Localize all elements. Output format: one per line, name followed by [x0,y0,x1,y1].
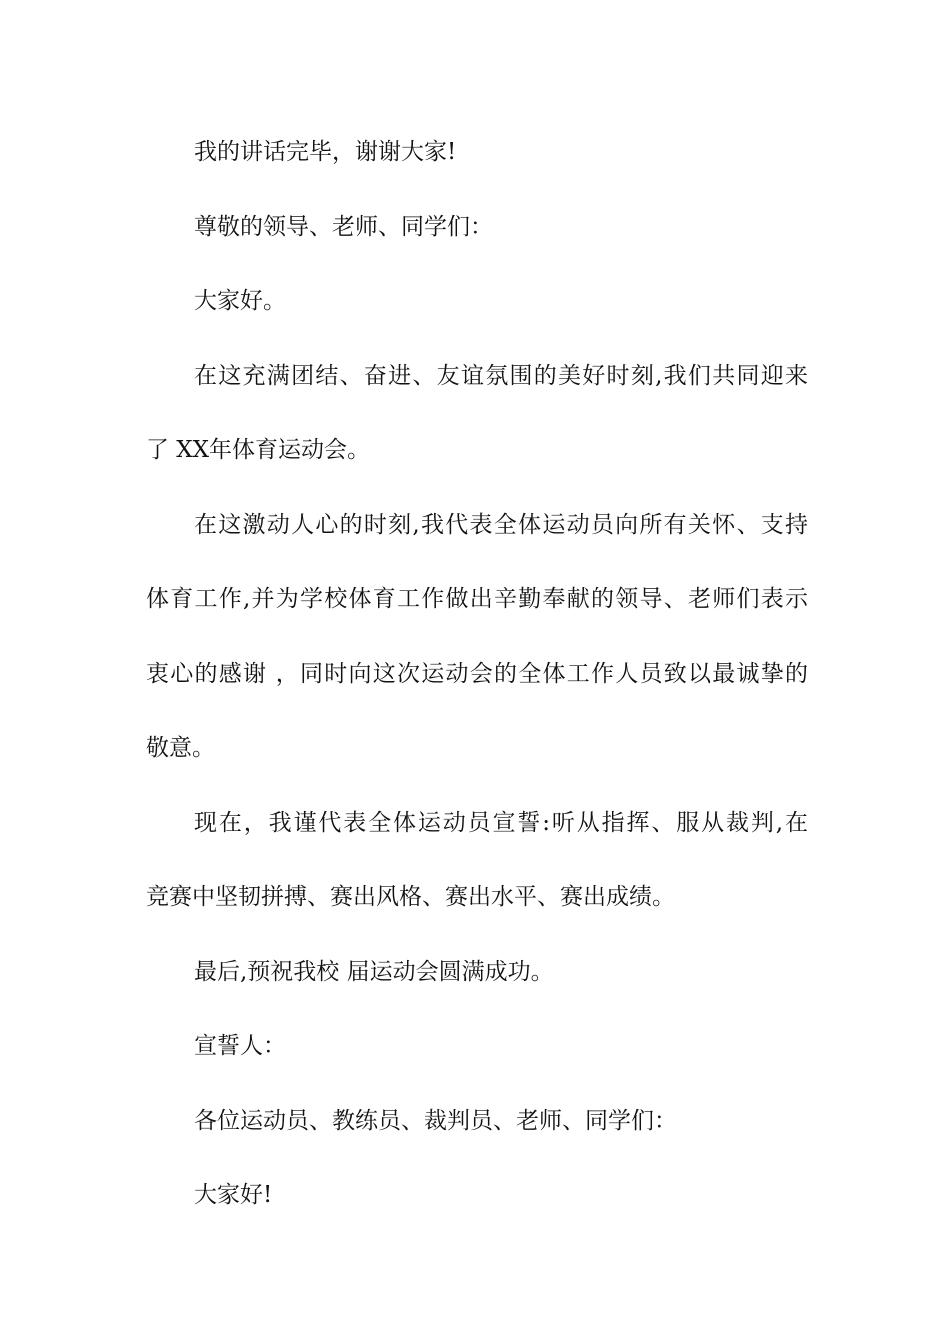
greeting: 大家好。 [194,288,286,314]
salutation: 尊敬的领导、老师、同学们： [194,214,493,240]
paragraph-thanks-line-2: 体育工作,并为学校体育工作做出辛勤奉献的领导、老师们表示 [146,586,808,612]
paragraph-wishes: 最后,预祝我校 届运动会圆满成功。 [194,959,554,985]
closing-remark: 我的讲话完毕，谢谢大家! [194,139,457,165]
paragraph-thanks-line-4: 敬意。 [146,735,215,761]
salutation-second: 各位运动员、教练员、裁判员、老师、同学们： [194,1108,677,1134]
greeting-second: 大家好! [194,1182,273,1208]
paragraph-opening-line-2: 了 XX年体育运动会。 [146,437,371,463]
paragraph-opening-line-1: 在这充满团结、奋进、友谊氛围的美好时刻,我们共同迎来 [194,363,808,389]
oath-signatory: 宣誓人： [194,1033,286,1059]
paragraph-thanks-line-3: 衷心的感谢 ，同时向这次运动会的全体工作人员致以最诚挚的 [146,661,808,687]
paragraph-oath-line-1: 现在，我谨代表全体运动员宣誓:听从指挥、服从裁判,在 [194,810,808,836]
paragraph-oath-line-2: 竞赛中坚韧拼搏、赛出风格、赛出水平、赛出成绩。 [146,884,675,910]
paragraph-thanks-line-1: 在这激动人心的时刻,我代表全体运动员向所有关怀、支持 [194,512,808,538]
